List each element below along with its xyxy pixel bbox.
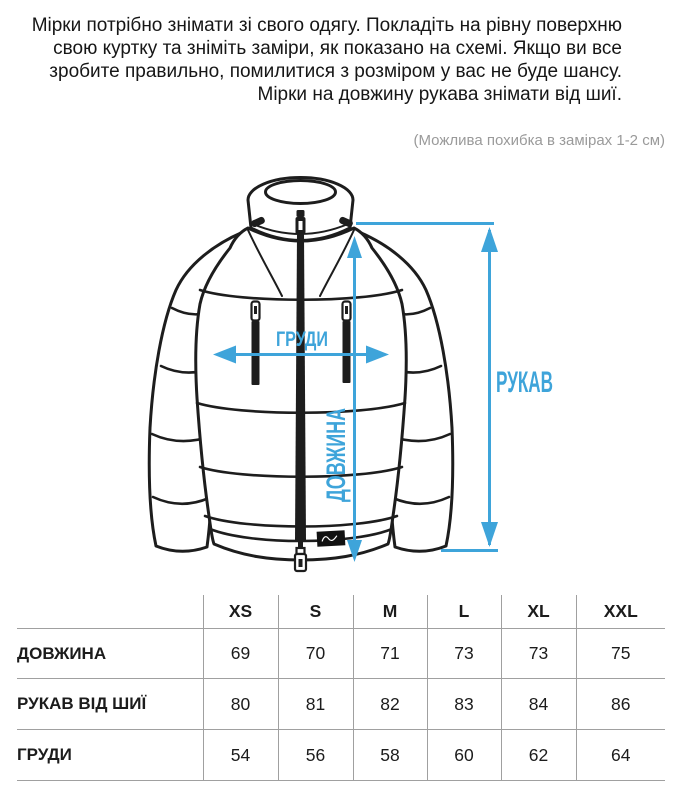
- size-column-header: XXL: [576, 595, 665, 629]
- row-label: ДОВЖИНА: [17, 629, 203, 679]
- size-cell: 83: [427, 679, 501, 730]
- chest-label: ГРУДИ: [276, 328, 328, 351]
- size-table-row-sleeve: [17, 679, 665, 730]
- size-table: [17, 595, 665, 781]
- jacket-measurement-diagram: [0, 170, 683, 595]
- size-column-header: M: [353, 595, 427, 629]
- size-cell: 70: [278, 629, 353, 679]
- jacket-drawing: [149, 178, 453, 572]
- size-cell: 86: [576, 679, 665, 730]
- size-cell: 84: [501, 679, 576, 730]
- instructions-paragraph: [30, 14, 622, 106]
- instruction-line: свою куртку та зніміть заміри, як показано на схемі. Якщо ви все: [53, 38, 622, 59]
- size-column-header: XL: [501, 595, 576, 629]
- size-cell: 54: [203, 730, 278, 781]
- jacket-left-pocket-zipper: [252, 302, 260, 386]
- sleeve-arrow-down-icon: [481, 522, 498, 547]
- row-label: ГРУДИ: [17, 730, 203, 781]
- sleeve-label: РУКАВ: [496, 366, 553, 399]
- size-cell: 60: [427, 730, 501, 781]
- jacket-brand-tag: [317, 530, 346, 546]
- size-cell: 80: [203, 679, 278, 730]
- size-column-header: S: [278, 595, 353, 629]
- size-table-wrapper: [17, 595, 665, 781]
- size-cell: 62: [501, 730, 576, 781]
- size-cell: 75: [576, 629, 665, 679]
- size-table-corner-cell: [17, 595, 203, 629]
- size-cell: 69: [203, 629, 278, 679]
- length-label: ДОВЖИНА: [321, 360, 351, 502]
- instruction-line: Мірки потрібно знімати зі свого одягу. Покладіть на рівну поверхню: [31, 15, 622, 36]
- size-cell: 58: [353, 730, 427, 781]
- instruction-line: зробите правильно, помилитися з розміром у вас не буде шансу.: [49, 61, 622, 82]
- size-table-row-length: [17, 629, 665, 679]
- size-cell: 81: [278, 679, 353, 730]
- jacket-right-pocket-zipper: [343, 302, 351, 384]
- size-cell: 73: [501, 629, 576, 679]
- tolerance-note: (Можлива похибка в замірах 1-2 см): [413, 132, 665, 149]
- size-cell: 56: [278, 730, 353, 781]
- size-cell: 82: [353, 679, 427, 730]
- size-column-header: L: [427, 595, 501, 629]
- sleeve-arrow-up-icon: [481, 227, 498, 252]
- instruction-line: Мірки на довжину рукава знімати від шиї.: [257, 84, 622, 105]
- size-cell: 64: [576, 730, 665, 781]
- size-column-header: XS: [203, 595, 278, 629]
- size-table-header-row: [17, 595, 665, 629]
- size-cell: 73: [427, 629, 501, 679]
- size-cell: 71: [353, 629, 427, 679]
- size-table-row-chest: [17, 730, 665, 781]
- row-label: РУКАВ ВІД ШИЇ: [17, 679, 203, 730]
